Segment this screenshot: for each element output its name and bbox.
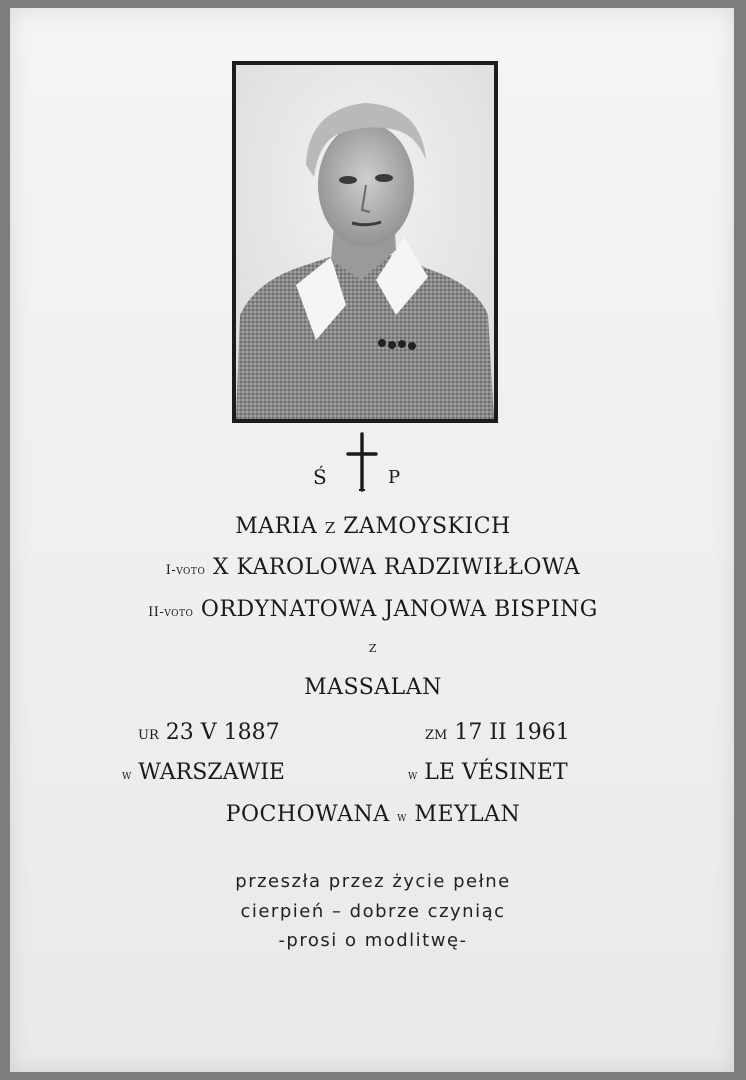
death-date-line xyxy=(425,720,570,745)
portrait-photo xyxy=(232,61,498,423)
burial-place: MEYLAN xyxy=(414,802,521,827)
born-prefix: UR xyxy=(138,728,159,743)
birth-place-line xyxy=(122,760,285,785)
died-place-prefix: w xyxy=(408,768,418,783)
burial-line xyxy=(0,802,746,827)
died-prefix: ZM xyxy=(425,728,448,743)
name-line-4: z xyxy=(368,638,378,656)
cross-icon xyxy=(345,432,379,492)
born-date: 23 V 1887 xyxy=(165,720,280,745)
second-marriage-name: ORDYNATOWA JANOWA BISPING xyxy=(200,597,598,622)
born-place-prefix: w xyxy=(122,768,132,783)
inscription-line-3: -prosi o modlitwę- xyxy=(278,930,468,951)
origin-place: MASSALAN xyxy=(304,675,442,700)
portrait-image xyxy=(236,65,494,419)
birth-date-line xyxy=(138,720,280,745)
name-line-2 xyxy=(0,555,746,580)
first-marriage-prefix: I-voto xyxy=(165,563,206,578)
inscription-line-2: cierpień – dobrze czyniąc xyxy=(240,901,506,922)
header-letter-p: P xyxy=(388,467,401,488)
first-marriage-name: X KAROLOWA RADZIWIŁŁOWA xyxy=(212,555,581,580)
inscription-line-1: przeszła przez życie pełne xyxy=(235,871,511,892)
burial-prefix: w xyxy=(397,810,407,825)
died-date: 17 II 1961 xyxy=(454,720,570,745)
name-line-3 xyxy=(0,597,746,622)
header-letter-s: Ś xyxy=(313,465,327,489)
name-line-1 xyxy=(0,514,746,539)
died-place: LE VÉSINET xyxy=(424,760,568,785)
deceased-name: MARIA z ZAMOYSKICH xyxy=(235,514,511,539)
born-place: WARSZAWIE xyxy=(138,760,285,785)
death-place-line xyxy=(408,760,568,785)
burial-text: POCHOWANA xyxy=(225,802,390,827)
second-marriage-prefix: II-voto xyxy=(148,605,194,620)
